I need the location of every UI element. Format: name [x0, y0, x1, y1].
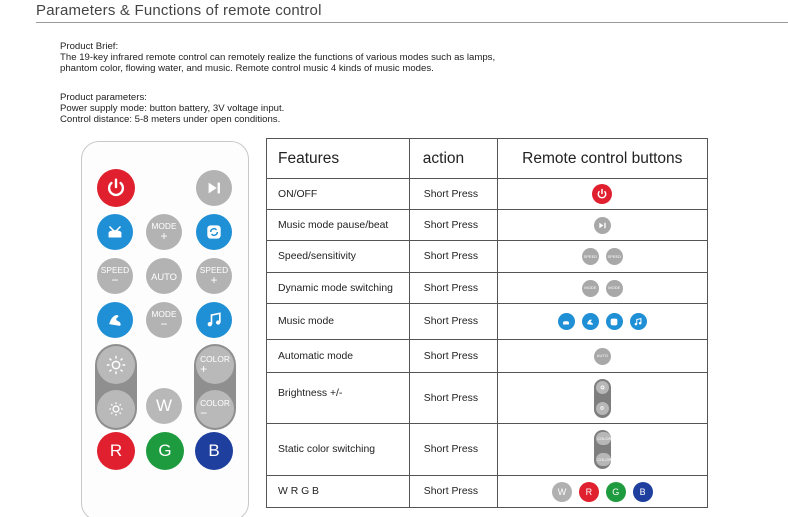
table-row: [267, 340, 708, 373]
brief-heading: Product Brief:: [60, 41, 119, 52]
action-cell: Short Press: [409, 373, 497, 424]
power-button[interactable]: [97, 169, 135, 207]
feature-cell: Dynamic mode switching: [267, 273, 410, 304]
action-cell: Short Press: [409, 424, 497, 476]
mode-plus-button[interactable]: [146, 214, 182, 250]
color-plus-sign: +: [200, 362, 208, 376]
action-cell: Short Press: [409, 210, 497, 241]
sun-bright-icon: [596, 381, 609, 394]
mode-minus-label: MODE: [151, 309, 177, 319]
table-row: [267, 273, 708, 304]
play-pause-button[interactable]: [196, 170, 232, 206]
power-icon: [105, 177, 127, 199]
speed-plus-sign: +: [210, 273, 218, 287]
blue-icon: B: [633, 482, 653, 502]
table-row: [267, 424, 708, 476]
params-line-1: Power supply mode: button battery, 3V voltage input.: [60, 103, 285, 114]
power-icon: [592, 184, 612, 204]
sun-dim-icon: [596, 402, 609, 415]
green-icon: G: [606, 482, 626, 502]
product-brief: [60, 41, 495, 74]
table-row: [267, 373, 708, 424]
white-button[interactable]: [146, 388, 182, 424]
brightness-up-button[interactable]: [97, 346, 135, 384]
color-minus-sign: −: [200, 406, 208, 420]
action-cell: Short Press: [409, 476, 497, 508]
speed-plus-icon: SPEED: [606, 248, 623, 265]
buttons-cell: [497, 179, 707, 210]
functions-table: [266, 138, 708, 508]
speed-minus-sign: −: [111, 273, 119, 287]
feature-cell: Automatic mode: [267, 340, 410, 373]
action-cell: Short Press: [409, 304, 497, 340]
play-pause-icon: [205, 179, 223, 197]
action-cell: Short Press: [409, 179, 497, 210]
play-pause-icon: [594, 217, 611, 234]
params-heading: Product parameters:: [60, 92, 147, 103]
mode-plus-sign: +: [160, 229, 168, 243]
music-note-icon: [630, 313, 647, 330]
color-minus-button[interactable]: [196, 390, 234, 428]
buttons-cell: [497, 340, 707, 373]
feature-cell: W R G B: [267, 476, 410, 508]
music-mode-3-button[interactable]: [97, 302, 133, 338]
page-title: Parameters & Functions of remote control: [36, 2, 322, 19]
muscle-icon: [582, 313, 599, 330]
remote-control: [81, 141, 249, 517]
brightness-down-button[interactable]: [97, 390, 135, 428]
feature-cell: Music mode pause/beat: [267, 210, 410, 241]
mode-minus-button[interactable]: [146, 302, 182, 338]
drum-icon: [558, 313, 575, 330]
brightness-pill-icon: [594, 379, 611, 418]
red-icon: R: [579, 482, 599, 502]
title-rule: [36, 22, 788, 23]
color-minus-icon: COLOR: [596, 453, 609, 466]
sun-bright-icon: [105, 354, 127, 376]
feature-cell: Music mode: [267, 304, 410, 340]
speed-plus-button[interactable]: [196, 258, 232, 294]
music-mode-2-button[interactable]: [196, 214, 232, 250]
white-label: W: [155, 396, 173, 415]
mode-minus-sign: −: [160, 317, 168, 331]
auto-icon: AUTO: [594, 348, 611, 365]
white-icon: W: [552, 482, 572, 502]
green-label: G: [158, 441, 172, 460]
table-row: [267, 210, 708, 241]
color-control: [194, 344, 236, 430]
speed-plus-label: SPEED: [199, 265, 229, 275]
buttons-cell: [497, 210, 707, 241]
muscle-icon: [105, 310, 125, 330]
color-pill-icon: [594, 430, 611, 469]
buttons-cell: [497, 273, 707, 304]
mode-plus-label: MODE: [151, 221, 177, 231]
action-cell: Short Press: [409, 273, 497, 304]
buttons-cell: [497, 373, 707, 424]
color-plus-button[interactable]: [196, 346, 234, 384]
brief-line-2: phantom color, flowing water, and music. Remote control music 4 kinds of music modes.: [60, 63, 434, 74]
buttons-cell: [497, 476, 707, 508]
color-plus-icon: COLOR: [596, 432, 609, 445]
auto-button[interactable]: [146, 258, 182, 294]
feature-cell: Static color switching: [267, 424, 410, 476]
mode-plus-icon: MODE: [606, 280, 623, 297]
green-button[interactable]: [146, 432, 184, 470]
brightness-control: [95, 344, 137, 430]
feature-cell: Brightness +/-: [267, 373, 410, 424]
blue-button[interactable]: [195, 432, 233, 470]
refresh-icon: [606, 313, 623, 330]
brief-line-1: The 19-key infrared remote control can remotely realize the functions of various modes such as lamps,: [60, 52, 496, 63]
header-features: Features: [267, 139, 410, 179]
auto-label: AUTO: [151, 270, 177, 282]
refresh-icon: [204, 222, 224, 242]
feature-cell: ON/OFF: [267, 179, 410, 210]
buttons-cell: [497, 424, 707, 476]
color-plus-label: COLOR: [200, 354, 230, 364]
speed-minus-button[interactable]: [97, 258, 133, 294]
table-header-row: [267, 139, 708, 179]
speed-minus-icon: SPEED: [582, 248, 599, 265]
action-cell: Short Press: [409, 241, 497, 273]
table-row: [267, 304, 708, 340]
red-button[interactable]: [97, 432, 135, 470]
table-row: [267, 241, 708, 273]
color-minus-label: COLOR: [200, 398, 230, 408]
drum-icon: [104, 221, 126, 243]
buttons-cell: [497, 241, 707, 273]
mode-minus-icon: MODE: [582, 280, 599, 297]
product-parameters: [60, 92, 284, 125]
music-mode-1-button[interactable]: [97, 214, 133, 250]
table-row: [267, 179, 708, 210]
header-buttons: Remote control buttons: [497, 139, 707, 179]
blue-label: B: [208, 441, 220, 460]
params-line-2: Control distance: 5-8 meters under open conditions.: [60, 114, 281, 125]
feature-cell: Speed/sensitivity: [267, 241, 410, 273]
sun-dim-icon: [106, 399, 126, 419]
table-row: [267, 476, 708, 508]
music-mode-4-button[interactable]: [196, 302, 232, 338]
red-label: R: [109, 441, 123, 460]
action-cell: Short Press: [409, 340, 497, 373]
header-action: action: [409, 139, 497, 179]
buttons-cell: [497, 304, 707, 340]
speed-minus-label: SPEED: [100, 265, 130, 275]
music-note-icon: [204, 310, 224, 330]
